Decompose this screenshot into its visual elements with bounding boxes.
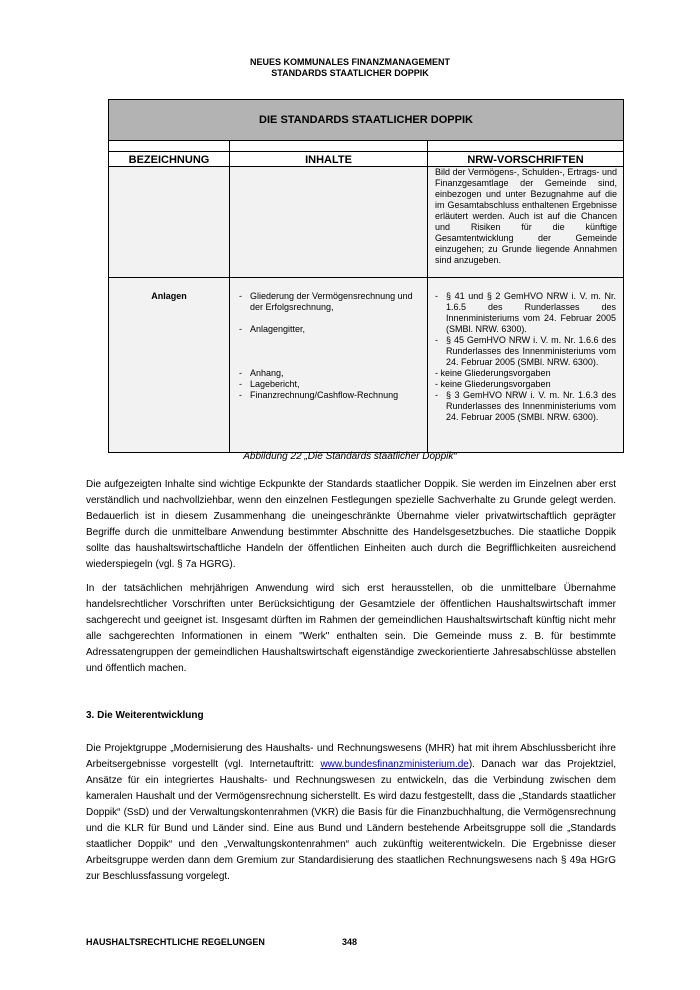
list-item: - § 41 und § 2 GemHVO NRW i. V. m. Nr. 1.6.5 des Runderlasses des Innenministeriums vom 24. Februar 2005 (SMBl. NRW. 6300). — [435, 291, 617, 334]
column-header-bezeichnung: BEZEICHNUNG — [109, 152, 230, 167]
column-header-inhalte: INHALTE — [230, 152, 428, 167]
column-header-nrw: NRW-VORSCHRIFTEN — [428, 152, 624, 167]
inhalte-list — [231, 279, 426, 401]
header-line-1: NEUES KOMMUNALES FINANZMANAGEMENT — [250, 57, 450, 67]
internet-link[interactable]: www.bundesfinanzministerium.de — [320, 759, 469, 770]
list-item: - Gliederung der Vermögensrechnung und der Erfolgsrechnung, — [239, 291, 413, 312]
page-header — [0, 57, 700, 79]
nrw-list — [429, 279, 622, 423]
nrw-cell-text: Bild der Vermögens-, Schulden-, Ertrags- und Finanzgesamtlage der Gemeinde sind, einbezogen und unter Bezugnahme auf die im Gesamtabschluss enthaltenen Ergebnisse erläutert werden. Auch ist auf die Chancen und Risiken für die künftige Gesamtentwicklung der Gemeinde einzugehen; zu Grunde liegende Annahmen sind anzugeben. — [435, 167, 618, 265]
table-row — [109, 278, 624, 453]
paragraph-3: Die Projektgruppe „Modernisierung des Haushalts- und Rechnungswesens (MHR) hat mit ihrem Abschlussbericht ihre Arbeitsergebnisse vorgestellt (vgl. Internetauftritt: www.bundesfinanzministerium.de). Danach war das Projektziel, Ansätze für ein integriertes Haushalts- und Rechnungswesen zu entwickeln, das die Verbindung zwischen dem kameralen Haushalt und der Vermögensrechnung sicherstellt. Es wird dazu festgestellt, dass die „Standards staatlicher Doppik“ (SsD) und der Verwaltungskontenrahmen (VKR) die Basis für die Finanzbuchhaltung, die Vermögensrechnung und die KLR für Bund und Länder sind. Eine aus Bund und Ländern bestehende Arbeitsgruppe soll die „Standards staatlicher Doppik“ und den „Verwaltungskontenrahmen“ auch zukünftig weiterentwickeln. Die Ergebnisse dieser Arbeitsgruppe werden dann dem Gremium zur Standardisierung des staatlichen Rechnungswesens nach § 49a HGrG zur Beschlussfassung vorgelegt. — [86, 743, 616, 882]
section-heading: 3. Die Weiterentwicklung — [86, 710, 204, 721]
paragraph-2: In der tatsächlichen mehrjährigen Anwendung wird sich erst herausstellen, ob die unmittelbare Übernahme handelsrechtlicher Vorschriften unter Berücksichtigung der Gesamtziele der öffentlichen Haushaltswirtschaft immer sachgerecht und geeignet ist. Insgesamt dürften im Rahmen der gemeindlichen Haushaltswirtschaft künftig nicht mehr alle sachgerechten Informationen in einem "Werk" enthalten sein. Die Gemeinde muss z. B. für bestimmte Adressatengruppen der gemeindlichen Haushaltswirtschaft eigenständige zweckorientierte Jahresabschlüsse abstellen und öffentlich machen. — [86, 583, 616, 674]
footer-label: HAUSHALTSRECHTLICHE REGELUNGEN — [86, 937, 265, 947]
list-item: - Lagebericht, — [239, 379, 300, 389]
standards-table — [108, 99, 624, 453]
list-item: - § 45 GemHVO NRW i. V. m. Nr. 1.6.6 des Runderlasses des Innenministeriums vom 24. Februar 2005 (SMBl. NRW. 6300). — [435, 335, 617, 367]
page-number: 348 — [342, 937, 358, 947]
header-line-2: STANDARDS STAATLICHER DOPPIK — [271, 68, 429, 78]
list-item: - keine Gliederungsvorgaben — [435, 368, 551, 378]
table-title: DIE STANDARDS STAATLICHER DOPPIK — [109, 100, 624, 141]
list-item: - Anhang, — [239, 368, 284, 378]
bezeichnung-cell: Anlagen — [151, 291, 187, 301]
table-row — [109, 167, 624, 278]
paragraph-1: Die aufgezeigten Inhalte sind wichtige Eckpunkte der Standards staatlicher Doppik. Sie werden im Einzelnen aber erst verständlich und nachvollziehbar, wenn den einzelnen Festlegungen spezielle Sachverhalte zu Grunde gelegt werden. Bedauerlich ist in diesem Zusammenhang die uneingeschränkte Übernahme vieler privatwirtschaftlich geprägter Begriffe durch die unmittelbare Anwendung bestimmter Abschnitte des Handelsgesetzbuches. Die staatliche Doppik sollte das haushaltswirtschaftliche Handeln der öffentlichen Einheiten auch durch die Begrifflichkeiten ausreichend wiederspiegeln (vgl. § 7a HGRG). — [86, 479, 616, 570]
list-item: - § 3 GemHVO NRW i. V. m. Nr. 1.6.3 des Runderlasses des Innenministeriums vom 24. Februar 2005 (SMBl. NRW. 6300). — [435, 390, 617, 422]
list-item: - Anlagengitter, — [239, 324, 306, 334]
figure-caption: Abbildung 22 „Die Standards staatlicher Doppik“ — [243, 451, 457, 462]
list-item: - keine Gliederungsvorgaben — [435, 379, 551, 389]
list-item: - Finanzrechnung/Cashflow-Rechnung — [239, 390, 399, 400]
